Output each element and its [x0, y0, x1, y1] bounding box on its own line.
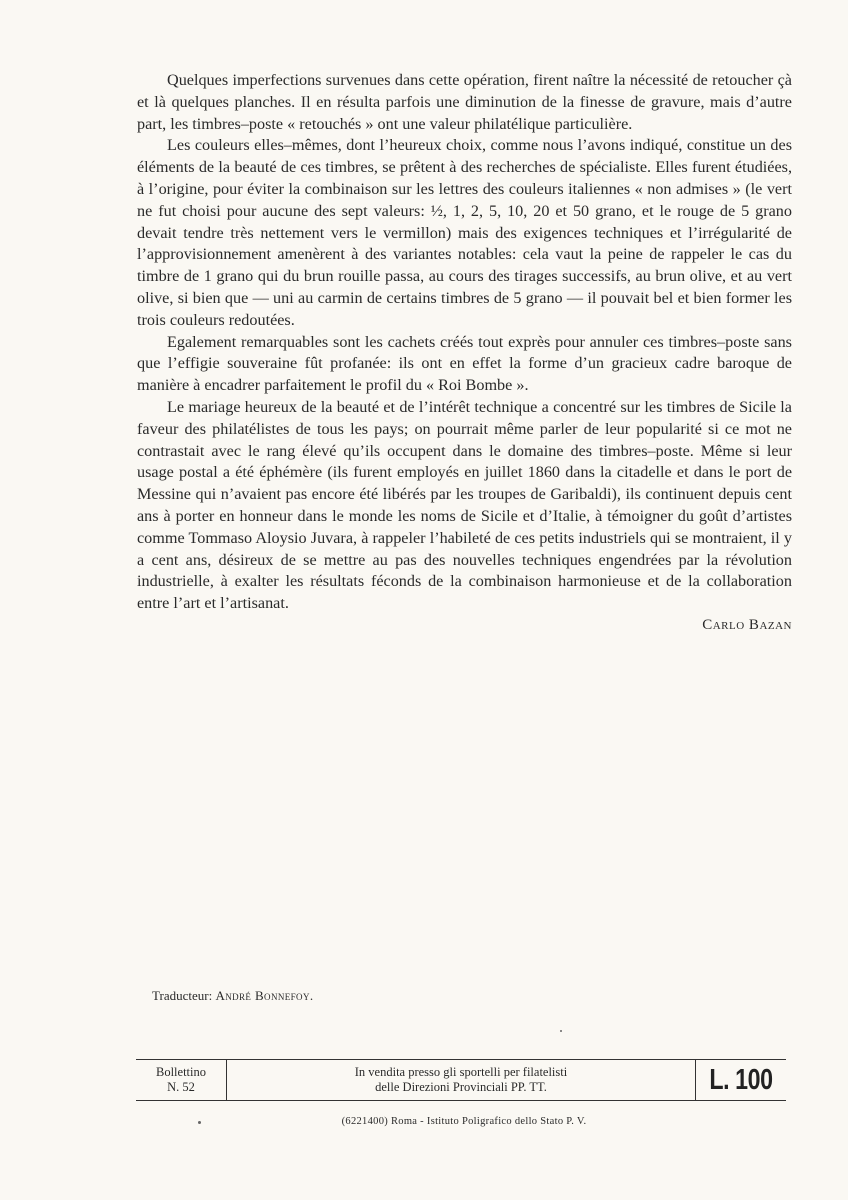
sale-info-cell: [227, 1060, 696, 1100]
printer-imprint: (6221400) Roma - Istituto Poligrafico dello Stato P. V.: [341, 1116, 587, 1127]
paper-speck: [198, 1121, 201, 1124]
sale-info-line: In vendita presso gli sportelli per filatelisti: [354, 1065, 568, 1079]
translator-label: Traducteur:: [152, 988, 213, 1003]
paragraph: Quelques imperfections survenues dans cette opération, firent naître la nécessité de retoucher çà et là quelques planches. Il en résulta parfois une diminution de la finesse de gravure, mais d’autre part, les timbres–poste « retouchés » ont une valeur philatélique particulière.: [137, 71, 792, 133]
translator-credit: [152, 988, 314, 1004]
article-body: [137, 70, 792, 637]
paragraph: Egalement remarquables sont les cachets créés tout exprès pour annuler ces timbres–poste sans que l’effigie souveraine fût profanée: ils ont en effet la forme d’un gracieux cadre baroque de manière à encadrer parfaitement le profil du « Roi Bombe ».: [137, 332, 792, 395]
sale-info-line: delle Direzioni Provinciali PP. TT.: [375, 1080, 547, 1094]
paper-speck: [560, 1030, 562, 1032]
footer-box: [136, 1059, 786, 1101]
paragraph: Les couleurs elles–mêmes, dont l’heureux choix, comme nous l’avons indiqué, constitue un des éléments de la beauté de ces timbres, se prêtent à des recherches de spécialiste. Elles furent étudiées, à l’origine, pour éviter la combinaison sur les lettres des couleurs italiennes « non admises » (le vert ne fut choisi pour aucune des sept valeurs: ½, 1, 2, 5, 10, 20 et 50 grano, et le rouge de 5 grano devait tendre très nettement vers le vermillon) mais des exigences techniques et l’irrégularité de l’approvisionnement amenèrent à des variantes notables: cela vaut la peine de rappeler le cas du timbre de 1 grano qui du brun rouille passa, au cours des tirages successifs, au brun olive, et au vert olive, si bien que — uni au carmin de certains timbres de 5 grano — il pouvait bel et bien former les trois couleurs redoutées.: [137, 136, 792, 329]
bulletin-number: N. 52: [167, 1080, 195, 1094]
paragraph: Le mariage heureux de la beauté et de l’intérêt technique a concentré sur les timbres de Sicile la faveur des philatélistes de tous les pays; on pourrait même parler de leur popularité si ce mot ne contrastait avec le rang élevé qu’ils occupent dans le domaine des timbres–poste. Même si leur usage postal a été éphémère (ils furent employés en juillet 1860 dans la citadelle et dans le port de Messine qui n’avaient pas encore été libérés par les troupes de Garibaldi), ils continuent depuis cent ans à porter en honneur dans le monde les noms de Sicile et d’Italie, à témoigner du goût d’artistes comme Tommaso Aloysio Juvara, à rappeler l’habileté de ces petits industriels qui se montraient, il y a cent ans, désireux de se mettre au pas des nouvelles techniques engendrées par la révolution industrielle, à exalter les résultats féconds de la combinaison harmonieuse et de la collaboration entre l’art et l’artisanat.: [137, 397, 792, 613]
bulletin-label: Bollettino: [156, 1065, 206, 1079]
price-cell: L. 100: [709, 1063, 773, 1096]
translator-name: André Bonnefoy.: [215, 988, 314, 1003]
author-signature: Carlo Bazan: [702, 616, 792, 633]
bulletin-cell: [136, 1060, 227, 1100]
